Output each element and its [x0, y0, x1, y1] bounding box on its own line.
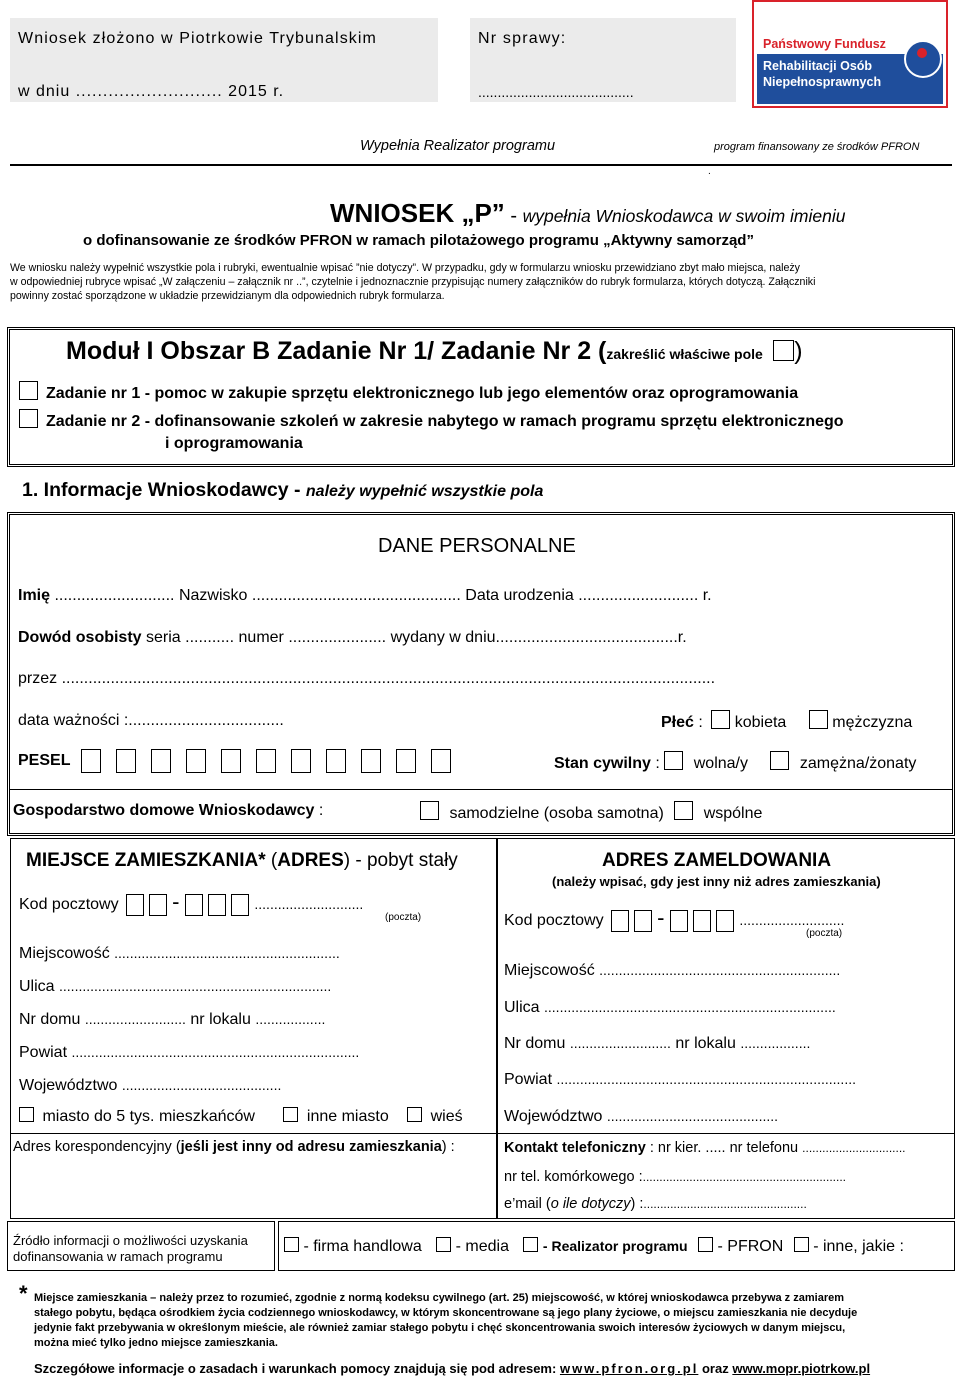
issuer-label: przez: [18, 670, 58, 687]
logo-line3: Niepełnosprawnych: [763, 75, 882, 89]
contact-mobile-row: [504, 1169, 846, 1185]
residence-street-row: [19, 978, 331, 996]
source-realizator-checkbox[interactable]: [523, 1237, 538, 1252]
residence-house-row: [19, 1011, 325, 1029]
source-pfron-label: - PFRON: [717, 1238, 784, 1255]
pfron-link[interactable]: www.pfron.org.pl: [559, 1361, 699, 1376]
series-field[interactable]: ...........: [185, 629, 235, 646]
female-label: kobieta: [734, 714, 787, 731]
married-checkbox[interactable]: [770, 751, 789, 770]
source-media-label: - media: [455, 1238, 509, 1255]
registration-flat-label: nr lokalu: [675, 1035, 736, 1052]
first-name-field[interactable]: ...........................: [54, 587, 175, 604]
registration-postcode-label: Kod pocztowy: [504, 912, 604, 929]
form-title: [330, 198, 845, 229]
surname-label: Nazwisko: [178, 587, 248, 604]
male-checkbox[interactable]: [809, 710, 828, 729]
registration-postcode-field[interactable]: ...........................: [739, 912, 845, 928]
pesel-digit-box[interactable]: [81, 749, 101, 773]
household-label: Gospodarstwo domowe Wnioskodawcy: [13, 802, 315, 819]
household-options: [420, 801, 762, 823]
registration-postcode-digit[interactable]: [693, 910, 711, 932]
form-title-italic: wypełnia Wnioskodawca w swoim imieniu: [522, 206, 846, 226]
correspondence-label-c: ) :: [441, 1139, 455, 1155]
residence-district-field[interactable]: ..........................................................................: [71, 1044, 360, 1060]
household-shared-checkbox[interactable]: [674, 801, 693, 820]
residence-postcode-label: Kod pocztowy: [19, 896, 119, 913]
form-subtitle: o dofinansowanie ze środków PFRON w ramach pilotażowego programu „Aktywny samorząd”: [83, 232, 754, 249]
source-realizator-label: - Realizator programu: [542, 1238, 688, 1254]
pesel-digit-box[interactable]: [361, 749, 381, 773]
header-divider: [10, 164, 952, 166]
registration-house-label: Nr domu: [504, 1035, 566, 1052]
correspondence-label-b: jeśli jest inny od adresu zamieszkania: [180, 1139, 442, 1155]
registration-street-field[interactable]: ...........................................................................: [544, 999, 836, 1015]
task1-checkbox[interactable]: [19, 381, 38, 400]
name-row: [18, 587, 712, 605]
birth-field[interactable]: ...........................: [578, 587, 699, 604]
marital-colon: :: [655, 755, 660, 772]
other-town-checkbox[interactable]: [283, 1107, 298, 1122]
issuer-field[interactable]: ...................................................................................................................................................: [61, 670, 716, 687]
village-checkbox[interactable]: [407, 1107, 422, 1122]
module-heading-close: ): [794, 337, 803, 365]
registration-street-row: [504, 999, 836, 1017]
pesel-digit-box[interactable]: [431, 749, 451, 773]
registration-street-label: Ulica: [504, 999, 540, 1016]
residence-voivodeship-row: [19, 1077, 281, 1095]
marital-row: [554, 751, 916, 773]
residence-heading-a: MIEJSCE ZAMIESZKANIA*: [26, 850, 266, 871]
section1-heading-text: 1. Informacje Wnioskodawcy -: [22, 479, 306, 501]
contact-email-row: [504, 1196, 807, 1212]
surname-field[interactable]: ...............................................: [251, 587, 461, 604]
residence-flat-label: nr lokalu: [190, 1011, 251, 1028]
registration-flat-field[interactable]: ..................: [740, 1035, 811, 1051]
series-label: seria: [146, 629, 181, 646]
realizator-note: Wypełnia Realizator programu: [360, 138, 556, 154]
registration-postcode-dash: -: [657, 905, 665, 930]
registration-house-row: [504, 1035, 810, 1053]
pesel-digit-box[interactable]: [396, 749, 416, 773]
case-number-field[interactable]: ........................................: [478, 84, 634, 100]
single-checkbox[interactable]: [664, 751, 683, 770]
residence-heading: [26, 850, 458, 872]
contact-email-label: e’mail (: [504, 1196, 551, 1212]
residence-voivodeship-field[interactable]: .........................................: [121, 1077, 282, 1093]
registration-postcode-digit[interactable]: [634, 910, 652, 932]
form-title-dash: -: [504, 205, 523, 227]
source-shop-label: - firma handlowa: [303, 1238, 422, 1255]
logo-line1: Państwowy Fundusz: [763, 37, 886, 51]
registration-voivodeship-field[interactable]: ............................................: [606, 1108, 779, 1124]
source-label-line2: dofinansowania w ramach programu: [13, 1249, 223, 1264]
module-choice-checkbox[interactable]: [773, 340, 794, 361]
pesel-label: PESEL: [18, 752, 71, 769]
module-heading: [66, 337, 803, 366]
registration-town-field[interactable]: ..............................................................: [599, 962, 841, 978]
instructions-line1: We wniosku należy wypełnić wszystkie pola i rubryki, ewentualnie wpisać ”nie dotyczy”. W przypadku, gdy w formularzu wniosku przewidziano zbyt mało miejsca, należy: [10, 262, 800, 274]
pfron-logo: [752, 0, 948, 108]
village-label: wieś: [430, 1108, 463, 1125]
registration-voivodeship-label: Województwo: [504, 1108, 603, 1125]
registration-postcode-digit[interactable]: [611, 910, 629, 932]
pesel-digit-box[interactable]: [186, 749, 206, 773]
registration-post-office-caption: (poczta): [806, 928, 843, 939]
residence-town-field[interactable]: ..........................................................: [114, 945, 340, 961]
issuer-row: [18, 670, 715, 688]
footnote-line1: Miejsce zamieszkania – należy przez to rozumieć, zgodnie z normą kodeksu cywilnego (art. 25) miejscowość, w której wnioskodawca przebywa z zamiarem: [34, 1292, 844, 1304]
registration-town-row: [504, 962, 840, 980]
residence-street-field[interactable]: ......................................................................: [59, 978, 332, 994]
household-own-checkbox[interactable]: [420, 801, 439, 820]
male-label: mężczyzna: [832, 714, 913, 731]
validity-field[interactable]: ...................................: [128, 712, 284, 729]
residence-postcode-digit[interactable]: [231, 894, 249, 916]
residence-locality-row: [19, 1107, 463, 1126]
contact-label: Kontakt telefoniczny: [504, 1140, 646, 1156]
footnote-line3: jedynie fakt przebywania w określonym mieście, ale również zamiar stałego pobytu i chęć skoncentrowania swoich interesów życiowych w danym miejscu,: [34, 1322, 846, 1334]
first-name-label: Imię: [18, 587, 51, 604]
contact-email-field[interactable]: .................................................: [643, 1197, 807, 1211]
issued-field[interactable]: .........................................: [495, 629, 678, 646]
mopr-link[interactable]: www.mopr.piotrkow.pl: [732, 1361, 871, 1376]
source-other-checkbox[interactable]: [794, 1237, 809, 1252]
logo-emblem-inner: [917, 48, 927, 58]
contact-landline-label: : nr kier. ..... nr telefonu: [649, 1140, 799, 1156]
residence-postcode-row: [19, 887, 363, 916]
instructions-line3: powinny zostać sporządzone w układzie przewidzianym dla odpowiednich rubryk formularza.: [10, 290, 445, 302]
source-label-line1: Źródło informacji o możliwości uzyskania: [13, 1233, 248, 1248]
small-town-checkbox[interactable]: [19, 1107, 34, 1122]
sex-colon: :: [698, 714, 703, 731]
female-checkbox[interactable]: [711, 710, 730, 729]
married-label: zamężna/żonaty: [799, 755, 917, 772]
household-own-label: samodzielne (osoba samotna): [449, 805, 664, 822]
info-text: Szczegółowe informacje o zasadach i warunkach pomocy znajdują się pod adresem:: [34, 1361, 557, 1376]
module-heading-text: Moduł I Obszar B Zadanie Nr 1/ Zadanie Nr 2 (: [66, 337, 607, 365]
section1-heading: [22, 479, 543, 502]
number-field[interactable]: ......................: [288, 629, 387, 646]
single-label: wolna/y: [693, 755, 748, 772]
source-media-checkbox[interactable]: [436, 1237, 451, 1252]
pesel-digit-box[interactable]: [291, 749, 311, 773]
source-other-label: - inne, jakie :: [813, 1238, 904, 1255]
funded-note: program finansowany ze środków PFRON: [714, 141, 920, 153]
personal-heading: DANE PERSONALNE: [378, 535, 576, 557]
residence-heading-c: ADRES: [277, 850, 344, 871]
household-shared-label: wspólne: [703, 805, 763, 822]
registration-house-field[interactable]: ..........................: [569, 1035, 671, 1051]
issued-suffix: r.: [677, 629, 687, 646]
footnote-line2: stałego pobytu, będąca ośrodkiem życia codziennego wnioskodawcy, w którym skoncentrowane są jego plany życiowe, o miejscu zamieszkania nie decyduje: [34, 1307, 858, 1319]
residence-street-label: Ulica: [19, 978, 55, 995]
other-town-label: inne miasto: [306, 1108, 389, 1125]
residence-postcode-digit[interactable]: [149, 894, 167, 916]
issued-label: wydany w dniu: [390, 629, 496, 646]
residence-postcode-digit[interactable]: [208, 894, 226, 916]
residence-house-field[interactable]: ..........................: [84, 1011, 186, 1027]
birth-suffix: r.: [702, 587, 712, 604]
logo-line2: Rehabilitacji Osób: [763, 59, 873, 73]
validity-label: data ważności :: [18, 712, 129, 729]
marital-label: Stan cywilny: [554, 755, 651, 772]
task1-row[interactable]: [19, 381, 798, 403]
module-heading-note: zakreślić właściwe pole: [606, 346, 763, 362]
residence-postcode-dash: -: [172, 889, 180, 914]
contact-landline-row: [504, 1140, 906, 1156]
footnote-star: *: [19, 1281, 28, 1306]
info-and: oraz: [701, 1361, 729, 1376]
registration-subheading: (należy wpisać, gdy jest inny niż adres zamieszkania): [552, 874, 881, 889]
contact-mobile-label: nr tel. komórkowego :: [504, 1169, 643, 1185]
birth-label: Data urodzenia: [465, 587, 574, 604]
task2-row[interactable]: [19, 409, 844, 431]
residence-post-office-caption: (poczta): [385, 912, 422, 923]
source-options-row: [284, 1237, 904, 1256]
registration-postcode-row: [504, 903, 844, 932]
footnote-line4: można mieć tylko jedno miejsce zamieszkania.: [34, 1337, 278, 1349]
registration-district-field[interactable]: .............................................................................: [556, 1071, 856, 1087]
residence-district-label: Powiat: [19, 1044, 68, 1061]
source-shop-checkbox[interactable]: [284, 1237, 299, 1252]
registration-district-row: [504, 1071, 856, 1089]
pesel-digit-box[interactable]: [151, 749, 171, 773]
contact-email-label-end: ) :: [630, 1196, 644, 1212]
pesel-boxes[interactable]: [81, 752, 466, 769]
registration-postcode-digit[interactable]: [670, 910, 688, 932]
registration-postcode-digit[interactable]: [716, 910, 734, 932]
correspondence-label[interactable]: [13, 1139, 455, 1155]
id-doc-label: Dowód osobisty: [18, 629, 142, 646]
task2-label-cont: i oprogramowania: [165, 435, 303, 452]
source-pfron-checkbox[interactable]: [698, 1237, 713, 1252]
sex-label: Płeć: [661, 714, 694, 731]
section1-heading-italic: należy wypełnić wszystkie pola: [305, 483, 544, 500]
small-town-label: miasto do 5 tys. mieszkańców: [42, 1108, 255, 1125]
registration-district-label: Powiat: [504, 1071, 553, 1088]
residence-district-row: [19, 1044, 359, 1062]
registration-heading: ADRES ZAMELDOWANIA: [602, 850, 832, 871]
pesel-digit-box[interactable]: [326, 749, 346, 773]
instructions-line2: w odpowiedniej rubryce wpisać „W załączeniu – załącznik nr ..”, czytelnie i jednoznacznie przypisując numery załączników do rubryk formularza, których dotyczą. Załączniki: [10, 276, 816, 288]
submission-place: Wniosek złożono w Piotrkowie Trybunalskim: [18, 30, 377, 47]
task2-checkbox[interactable]: [19, 409, 38, 428]
household-colon: :: [318, 802, 324, 819]
residence-heading-d: ) - pobyt stały: [343, 850, 458, 871]
case-number-box: [470, 18, 736, 102]
validity-row: [18, 712, 284, 730]
submission-date: w dniu ........................... 2015 r.: [18, 83, 285, 100]
number-label: numer: [238, 629, 284, 646]
registration-voivodeship-row: [504, 1108, 778, 1126]
correspondence-label-a: Adres korespondencyjny (: [13, 1139, 181, 1155]
personal-divider: [9, 789, 953, 790]
residence-postcode-field[interactable]: ............................: [254, 896, 364, 912]
task1-label: Zadanie nr 1 - pomoc w zakupie sprzętu elektronicznego lub jego elementów oraz oprogramowania: [46, 385, 799, 402]
residence-flat-field[interactable]: ..................: [255, 1011, 326, 1027]
residence-house-label: Nr domu: [19, 1011, 81, 1028]
contact-mobile-field[interactable]: .............................................................: [642, 1170, 846, 1184]
pesel-digit-box[interactable]: [221, 749, 241, 773]
task2-label: Zadanie nr 2 - dofinansowanie szkoleń w zakresie nabytego w ramach programu sprzętu elektronicznego: [46, 413, 844, 430]
pesel-digit-box[interactable]: [256, 749, 276, 773]
header-dot: .: [708, 166, 711, 177]
contact-email-italic: o ile dotyczy: [550, 1196, 631, 1212]
info-row: [34, 1361, 870, 1376]
logo-emblem: [904, 40, 942, 78]
case-number-label: Nr sprawy:: [478, 30, 567, 47]
submission-box: [10, 18, 438, 102]
residence-heading-b: (: [265, 850, 278, 871]
residence-postcode-digit[interactable]: [185, 894, 203, 916]
id-row: [18, 629, 687, 647]
household-row: [13, 802, 323, 820]
pesel-row: [18, 742, 466, 773]
residence-town-label: Miejscowość: [19, 945, 110, 962]
form-title-bold: WNIOSEK „P”: [330, 198, 505, 228]
residence-town-row: [19, 945, 340, 963]
pesel-digit-box[interactable]: [116, 749, 136, 773]
sex-row: [661, 710, 912, 732]
residence-voivodeship-label: Województwo: [19, 1077, 118, 1094]
residence-postcode-digit[interactable]: [126, 894, 144, 916]
registration-town-label: Miejscowość: [504, 962, 595, 979]
contact-landline-field[interactable]: ...............................: [802, 1141, 906, 1155]
